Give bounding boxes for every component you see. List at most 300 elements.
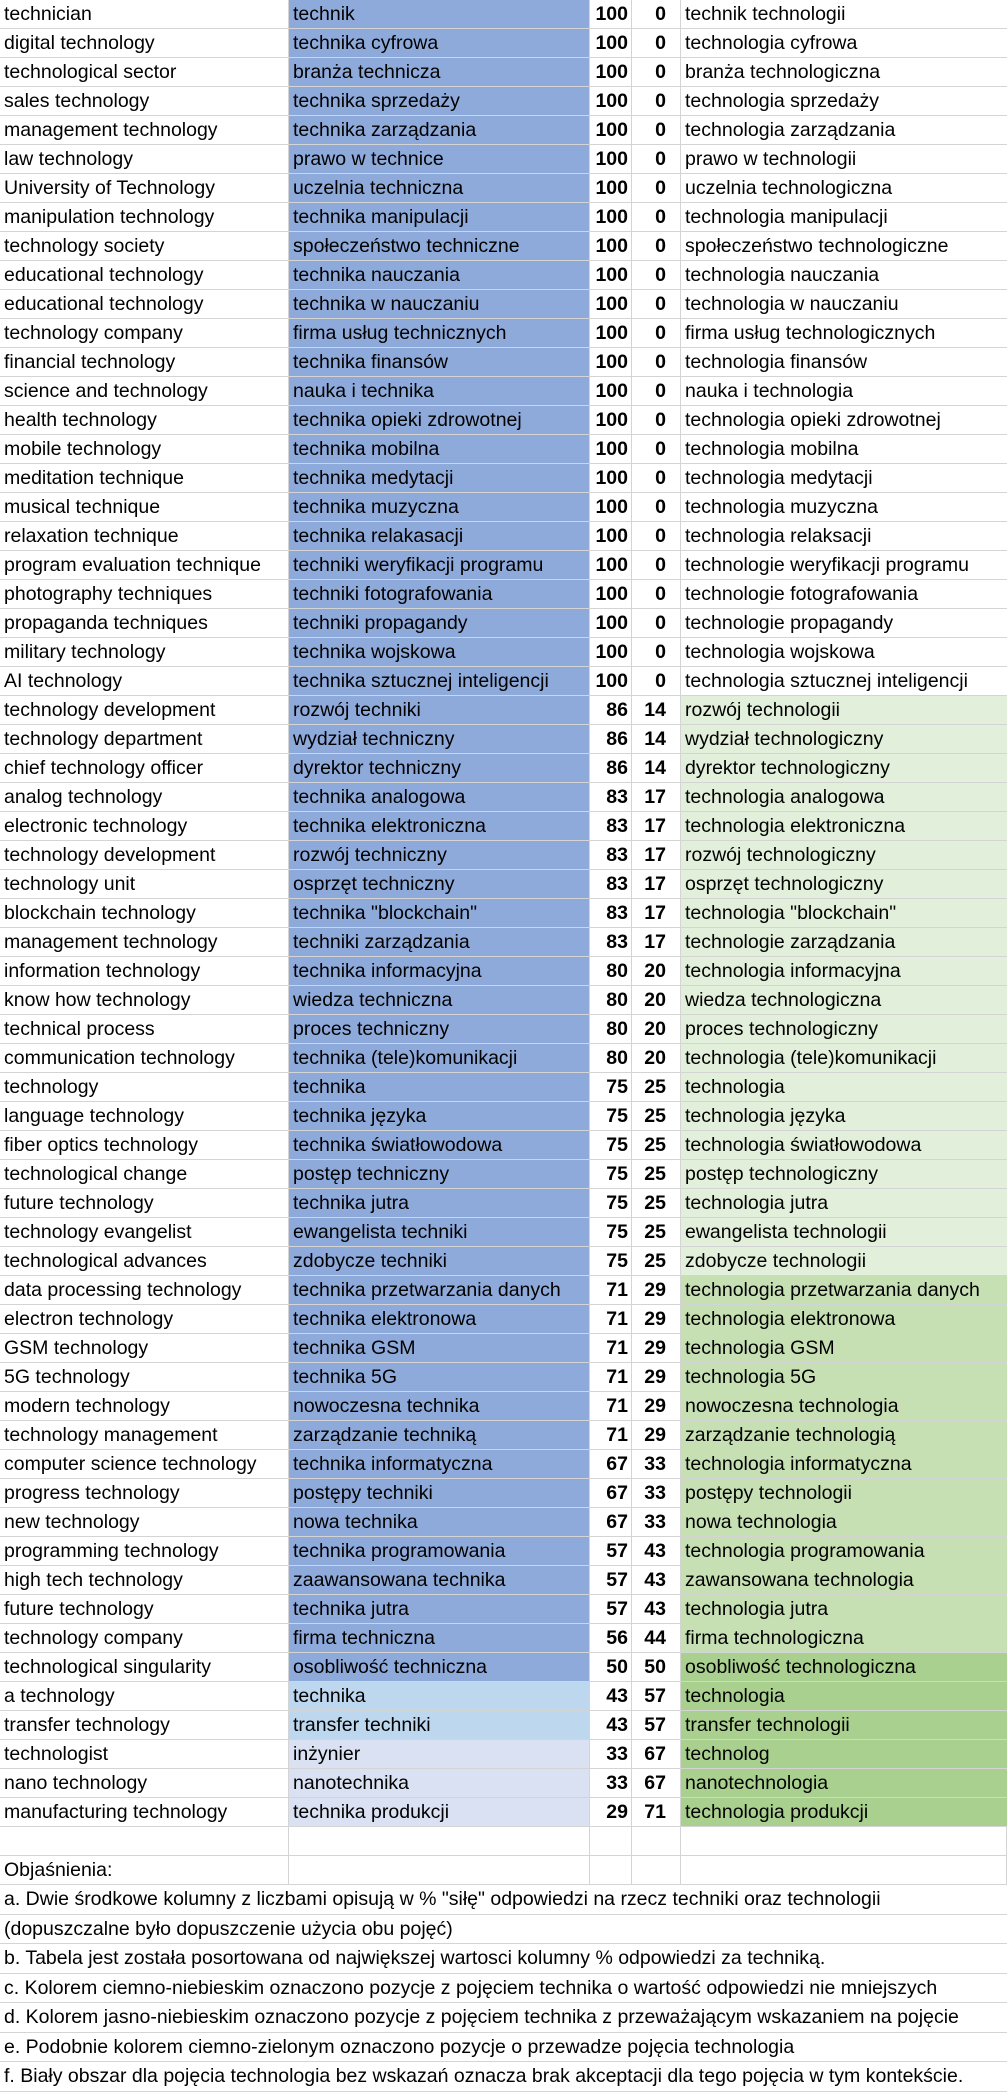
english-term-cell[interactable]: high tech technology: [0, 1566, 289, 1594]
technika-percent-cell[interactable]: 100: [590, 348, 632, 376]
technika-term-cell[interactable]: technika relakasacji: [289, 522, 590, 550]
english-term-cell[interactable]: mobile technology: [0, 435, 289, 463]
technika-percent-cell[interactable]: 100: [590, 232, 632, 260]
english-term-cell[interactable]: transfer technology: [0, 1711, 289, 1739]
technologia-percent-cell[interactable]: 0: [632, 522, 681, 550]
english-term-cell[interactable]: financial technology: [0, 348, 289, 376]
technologia-term-cell[interactable]: uczelnia technologiczna: [685, 177, 893, 199]
technologia-percent-cell[interactable]: 0: [632, 145, 681, 173]
english-term-cell[interactable]: University of Technology: [0, 174, 289, 202]
technologia-term-cell[interactable]: nauka i technologia: [685, 380, 854, 402]
technologia-term-cell[interactable]: technologia programowania: [681, 1537, 1007, 1565]
technologia-percent-cell[interactable]: 0: [632, 435, 681, 463]
technologia-percent-cell[interactable]: 25: [632, 1160, 681, 1188]
technologia-percent-cell[interactable]: 0: [632, 464, 681, 492]
technika-term-cell[interactable]: firma usług technicznych: [289, 319, 590, 347]
technologia-term-cell[interactable]: transfer technologii: [681, 1711, 1007, 1739]
technologia-percent-cell[interactable]: 43: [632, 1537, 681, 1565]
note-b[interactable]: b. Tabela jest została posortowana od największej wartosci kolumny % odpowiedzi za techniką.: [4, 1947, 826, 1969]
technologia-term-cell[interactable]: branża technologiczna: [685, 61, 881, 83]
technika-term-cell[interactable]: technika: [289, 1682, 590, 1710]
technika-term-cell[interactable]: postęp techniczny: [289, 1160, 590, 1188]
technologia-term-cell[interactable]: technologia manipulacji: [685, 206, 888, 228]
english-term-cell[interactable]: a technology: [0, 1682, 289, 1710]
technologia-term-cell[interactable]: zdobycze technologii: [681, 1247, 1007, 1275]
technologia-term-cell[interactable]: technologia: [681, 1073, 1007, 1101]
english-term-cell[interactable]: technology: [0, 1073, 289, 1101]
technologia-term-cell[interactable]: wydział technologiczny: [681, 725, 1007, 753]
technika-percent-cell[interactable]: 67: [590, 1508, 632, 1536]
technika-percent-cell[interactable]: 100: [590, 87, 632, 115]
english-term-cell[interactable]: musical technique: [0, 493, 289, 521]
technika-term-cell[interactable]: techniki propagandy: [289, 609, 590, 637]
technika-term-cell[interactable]: technika sztucznej inteligencji: [289, 667, 590, 695]
technika-percent-cell[interactable]: 71: [590, 1276, 632, 1304]
technika-percent-cell[interactable]: 57: [590, 1537, 632, 1565]
technika-term-cell[interactable]: technika cyfrowa: [289, 29, 590, 57]
technika-percent-cell[interactable]: 80: [590, 1044, 632, 1072]
technika-percent-cell[interactable]: 100: [590, 174, 632, 202]
technika-percent-cell[interactable]: 80: [590, 957, 632, 985]
technika-term-cell[interactable]: dyrektor techniczny: [289, 754, 590, 782]
empty-cell[interactable]: [590, 1827, 632, 1855]
empty-cell[interactable]: [289, 1856, 590, 1884]
technologia-term-cell[interactable]: technologia przetwarzania danych: [681, 1276, 1007, 1304]
technologia-term-cell[interactable]: technologia sprzedaży: [685, 90, 880, 112]
technika-percent-cell[interactable]: 75: [590, 1102, 632, 1130]
empty-cell[interactable]: [632, 1856, 681, 1884]
technika-term-cell[interactable]: technika elektroniczna: [289, 812, 590, 840]
technologia-term-cell[interactable]: technologia informacyjna: [681, 957, 1007, 985]
technika-term-cell[interactable]: technika manipulacji: [289, 203, 590, 231]
technika-percent-cell[interactable]: 100: [590, 406, 632, 434]
technika-term-cell[interactable]: nowa technika: [289, 1508, 590, 1536]
technologia-percent-cell[interactable]: 0: [632, 203, 681, 231]
technika-term-cell[interactable]: transfer techniki: [289, 1711, 590, 1739]
technika-percent-cell[interactable]: 80: [590, 1015, 632, 1043]
technika-percent-cell[interactable]: 100: [590, 609, 632, 637]
english-term-cell[interactable]: language technology: [0, 1102, 289, 1130]
note-c[interactable]: c. Kolorem ciemno-niebieskim oznaczono pozycje z pojęciem technika o wartość odpowiedzi nie mniejszych: [4, 1976, 938, 1999]
technologia-term-cell[interactable]: nanotechnologia: [681, 1769, 1007, 1797]
technologia-percent-cell[interactable]: 20: [632, 1015, 681, 1043]
technika-term-cell[interactable]: wydział techniczny: [289, 725, 590, 753]
technologia-percent-cell[interactable]: 50: [632, 1653, 681, 1681]
technologia-term-cell[interactable]: technik technologii: [685, 3, 846, 25]
english-term-cell[interactable]: progress technology: [0, 1479, 289, 1507]
technologia-percent-cell[interactable]: 25: [632, 1102, 681, 1130]
technologia-term-cell[interactable]: technologia mobilna: [685, 438, 859, 460]
english-term-cell[interactable]: know how technology: [0, 986, 289, 1014]
technika-percent-cell[interactable]: 43: [590, 1682, 632, 1710]
technologia-percent-cell[interactable]: 29: [632, 1392, 681, 1420]
english-term-cell[interactable]: GSM technology: [0, 1334, 289, 1362]
technologia-percent-cell[interactable]: 17: [632, 899, 681, 927]
technologia-term-cell[interactable]: technologia elektroniczna: [681, 812, 1007, 840]
technologia-term-cell[interactable]: technologia nauczania: [685, 264, 880, 286]
technologia-term-cell[interactable]: technologia analogowa: [681, 783, 1007, 811]
technologia-term-cell[interactable]: firma usług technologicznych: [685, 322, 936, 344]
technika-term-cell[interactable]: technika sprzedaży: [289, 87, 590, 115]
technika-term-cell[interactable]: prawo w technice: [289, 145, 590, 173]
technologia-percent-cell[interactable]: 0: [632, 29, 681, 57]
technologia-percent-cell[interactable]: 33: [632, 1508, 681, 1536]
technika-term-cell[interactable]: osobliwość techniczna: [289, 1653, 590, 1681]
english-term-cell[interactable]: propaganda techniques: [0, 609, 289, 637]
technika-percent-cell[interactable]: 100: [590, 29, 632, 57]
technologia-percent-cell[interactable]: 43: [632, 1566, 681, 1594]
technika-term-cell[interactable]: technika informatyczna: [289, 1450, 590, 1478]
english-term-cell[interactable]: technician: [0, 0, 289, 28]
technologia-term-cell[interactable]: osprzęt technologiczny: [681, 870, 1007, 898]
english-term-cell[interactable]: computer science technology: [0, 1450, 289, 1478]
technologia-term-cell[interactable]: technologia muzyczna: [685, 496, 878, 518]
technika-percent-cell[interactable]: 86: [590, 754, 632, 782]
technologia-percent-cell[interactable]: 0: [632, 232, 681, 260]
technologia-term-cell[interactable]: technologia języka: [681, 1102, 1007, 1130]
technika-term-cell[interactable]: nauka i technika: [289, 377, 590, 405]
technologia-percent-cell[interactable]: 14: [632, 725, 681, 753]
english-term-cell[interactable]: technological change: [0, 1160, 289, 1188]
technologia-term-cell[interactable]: rozwój technologiczny: [681, 841, 1007, 869]
technika-percent-cell[interactable]: 67: [590, 1450, 632, 1478]
english-term-cell[interactable]: data processing technology: [0, 1276, 289, 1304]
technika-term-cell[interactable]: rozwój techniki: [289, 696, 590, 724]
technologia-term-cell[interactable]: technologia elektronowa: [681, 1305, 1007, 1333]
technologia-term-cell[interactable]: osobliwość technologiczna: [681, 1653, 1007, 1681]
technologia-percent-cell[interactable]: 29: [632, 1334, 681, 1362]
english-term-cell[interactable]: science and technology: [0, 377, 289, 405]
technika-percent-cell[interactable]: 71: [590, 1392, 632, 1420]
technika-term-cell[interactable]: technika jutra: [289, 1189, 590, 1217]
technika-term-cell[interactable]: technika (tele)komunikacji: [289, 1044, 590, 1072]
technologia-term-cell[interactable]: nowa technologia: [681, 1508, 1007, 1536]
technika-term-cell[interactable]: technika muzyczna: [289, 493, 590, 521]
technika-percent-cell[interactable]: 75: [590, 1189, 632, 1217]
technika-percent-cell[interactable]: 86: [590, 725, 632, 753]
technika-term-cell[interactable]: technika jutra: [289, 1595, 590, 1623]
technika-term-cell[interactable]: technik: [289, 0, 590, 28]
technika-term-cell[interactable]: zarządzanie techniką: [289, 1421, 590, 1449]
english-term-cell[interactable]: future technology: [0, 1595, 289, 1623]
english-term-cell[interactable]: technological singularity: [0, 1653, 289, 1681]
technologia-percent-cell[interactable]: 25: [632, 1131, 681, 1159]
technika-percent-cell[interactable]: 100: [590, 116, 632, 144]
note-a-line1[interactable]: a. Dwie środkowe kolumny z liczbami opisują w % "siłę" odpowiedzi na rzecz techniki oraz technologii: [4, 1888, 881, 1910]
technika-term-cell[interactable]: technika zarządzania: [289, 116, 590, 144]
empty-cell[interactable]: [681, 1856, 1007, 1884]
technologia-percent-cell[interactable]: 25: [632, 1189, 681, 1217]
english-term-cell[interactable]: technology company: [0, 319, 289, 347]
technologia-percent-cell[interactable]: 29: [632, 1276, 681, 1304]
english-term-cell[interactable]: future technology: [0, 1189, 289, 1217]
english-term-cell[interactable]: analog technology: [0, 783, 289, 811]
technika-percent-cell[interactable]: 100: [590, 145, 632, 173]
technologia-percent-cell[interactable]: 0: [632, 261, 681, 289]
technika-percent-cell[interactable]: 33: [590, 1740, 632, 1768]
technika-percent-cell[interactable]: 50: [590, 1653, 632, 1681]
english-term-cell[interactable]: educational technology: [0, 290, 289, 318]
technika-term-cell[interactable]: nanotechnika: [289, 1769, 590, 1797]
technika-term-cell[interactable]: wiedza techniczna: [289, 986, 590, 1014]
english-term-cell[interactable]: nano technology: [0, 1769, 289, 1797]
technika-term-cell[interactable]: technika mobilna: [289, 435, 590, 463]
technika-percent-cell[interactable]: 67: [590, 1479, 632, 1507]
technologia-percent-cell[interactable]: 25: [632, 1073, 681, 1101]
technika-percent-cell[interactable]: 75: [590, 1218, 632, 1246]
english-term-cell[interactable]: meditation technique: [0, 464, 289, 492]
english-term-cell[interactable]: electronic technology: [0, 812, 289, 840]
technika-term-cell[interactable]: technika produkcji: [289, 1798, 590, 1826]
technologia-percent-cell[interactable]: 0: [632, 551, 681, 579]
technika-percent-cell[interactable]: 100: [590, 290, 632, 318]
technika-percent-cell[interactable]: 100: [590, 203, 632, 231]
english-term-cell[interactable]: fiber optics technology: [0, 1131, 289, 1159]
technika-term-cell[interactable]: technika: [289, 1073, 590, 1101]
technologia-term-cell[interactable]: postępy technologii: [681, 1479, 1007, 1507]
technika-percent-cell[interactable]: 83: [590, 899, 632, 927]
technika-percent-cell[interactable]: 100: [590, 580, 632, 608]
technika-term-cell[interactable]: postępy techniki: [289, 1479, 590, 1507]
technika-percent-cell[interactable]: 71: [590, 1305, 632, 1333]
technika-percent-cell[interactable]: 83: [590, 928, 632, 956]
technika-term-cell[interactable]: technika programowania: [289, 1537, 590, 1565]
technologia-term-cell[interactable]: technologia wojskowa: [685, 641, 875, 663]
technologia-term-cell[interactable]: technologia "blockchain": [681, 899, 1007, 927]
technologia-percent-cell[interactable]: 17: [632, 870, 681, 898]
technologia-percent-cell[interactable]: 0: [632, 290, 681, 318]
technologia-percent-cell[interactable]: 71: [632, 1798, 681, 1826]
technologia-percent-cell[interactable]: 29: [632, 1421, 681, 1449]
technologia-percent-cell[interactable]: 17: [632, 812, 681, 840]
technika-term-cell[interactable]: zdobycze techniki: [289, 1247, 590, 1275]
technika-percent-cell[interactable]: 100: [590, 522, 632, 550]
english-term-cell[interactable]: technology unit: [0, 870, 289, 898]
empty-cell[interactable]: [632, 1827, 681, 1855]
technologia-term-cell[interactable]: proces technologiczny: [681, 1015, 1007, 1043]
technika-percent-cell[interactable]: 75: [590, 1131, 632, 1159]
technologia-percent-cell[interactable]: 0: [632, 174, 681, 202]
technika-term-cell[interactable]: technika medytacji: [289, 464, 590, 492]
technologia-percent-cell[interactable]: 29: [632, 1363, 681, 1391]
technologia-term-cell[interactable]: technologia światłowodowa: [681, 1131, 1007, 1159]
english-term-cell[interactable]: digital technology: [0, 29, 289, 57]
technologia-percent-cell[interactable]: 0: [632, 406, 681, 434]
technologia-term-cell[interactable]: technologie propagandy: [685, 612, 894, 634]
english-term-cell[interactable]: electron technology: [0, 1305, 289, 1333]
english-term-cell[interactable]: manipulation technology: [0, 203, 289, 231]
technika-percent-cell[interactable]: 56: [590, 1624, 632, 1652]
technologia-term-cell[interactable]: technolog: [681, 1740, 1007, 1768]
technika-percent-cell[interactable]: 100: [590, 58, 632, 86]
technika-term-cell[interactable]: technika języka: [289, 1102, 590, 1130]
english-term-cell[interactable]: communication technology: [0, 1044, 289, 1072]
technologia-percent-cell[interactable]: 57: [632, 1682, 681, 1710]
technologia-term-cell[interactable]: technologia jutra: [681, 1595, 1007, 1623]
technika-percent-cell[interactable]: 71: [590, 1421, 632, 1449]
english-term-cell[interactable]: relaxation technique: [0, 522, 289, 550]
technika-term-cell[interactable]: technika opieki zdrowotnej: [289, 406, 590, 434]
technologia-percent-cell[interactable]: 14: [632, 696, 681, 724]
technologia-term-cell[interactable]: technologia medytacji: [685, 467, 873, 489]
technologia-percent-cell[interactable]: 33: [632, 1479, 681, 1507]
technika-term-cell[interactable]: proces techniczny: [289, 1015, 590, 1043]
technologia-percent-cell[interactable]: 0: [632, 0, 681, 28]
english-term-cell[interactable]: law technology: [0, 145, 289, 173]
technologia-term-cell[interactable]: rozwój technologii: [681, 696, 1007, 724]
english-term-cell[interactable]: program evaluation technique: [0, 551, 289, 579]
technologia-percent-cell[interactable]: 0: [632, 377, 681, 405]
technologia-percent-cell[interactable]: 0: [632, 348, 681, 376]
technika-percent-cell[interactable]: 100: [590, 319, 632, 347]
technologia-term-cell[interactable]: technologie zarządzania: [681, 928, 1007, 956]
english-term-cell[interactable]: new technology: [0, 1508, 289, 1536]
english-term-cell[interactable]: educational technology: [0, 261, 289, 289]
empty-cell[interactable]: [590, 1856, 632, 1884]
technologia-term-cell[interactable]: technologia produkcji: [681, 1798, 1007, 1826]
technologia-term-cell[interactable]: technologia opieki zdrowotnej: [685, 409, 941, 431]
technologia-percent-cell[interactable]: 33: [632, 1450, 681, 1478]
technika-term-cell[interactable]: technika GSM: [289, 1334, 590, 1362]
technologia-percent-cell[interactable]: 0: [632, 116, 681, 144]
technika-term-cell[interactable]: rozwój techniczny: [289, 841, 590, 869]
technologia-term-cell[interactable]: społeczeństwo technologiczne: [685, 235, 949, 257]
english-term-cell[interactable]: technological advances: [0, 1247, 289, 1275]
empty-cell[interactable]: [0, 1827, 289, 1855]
technologia-term-cell[interactable]: dyrektor technologiczny: [681, 754, 1007, 782]
technologia-percent-cell[interactable]: 0: [632, 87, 681, 115]
technika-percent-cell[interactable]: 100: [590, 261, 632, 289]
technika-term-cell[interactable]: technika światłowodowa: [289, 1131, 590, 1159]
english-term-cell[interactable]: technological sector: [0, 58, 289, 86]
empty-cell[interactable]: [681, 1827, 1007, 1855]
english-term-cell[interactable]: management technology: [0, 116, 289, 144]
technika-percent-cell[interactable]: 33: [590, 1769, 632, 1797]
technika-percent-cell[interactable]: 43: [590, 1711, 632, 1739]
technologia-term-cell[interactable]: wiedza technologiczna: [681, 986, 1007, 1014]
technologia-percent-cell[interactable]: 67: [632, 1769, 681, 1797]
technologia-percent-cell[interactable]: 0: [632, 667, 681, 695]
english-term-cell[interactable]: information technology: [0, 957, 289, 985]
technika-term-cell[interactable]: technika informacyjna: [289, 957, 590, 985]
note-f[interactable]: f. Biały obszar dla pojęcia technologia bez wskazań oznacza brak akceptacji dla tego pojęcia w tym kontekście.: [4, 2065, 964, 2087]
technologia-term-cell[interactable]: technologia informatyczna: [681, 1450, 1007, 1478]
english-term-cell[interactable]: chief technology officer: [0, 754, 289, 782]
technika-term-cell[interactable]: technika analogowa: [289, 783, 590, 811]
english-term-cell[interactable]: technology management: [0, 1421, 289, 1449]
english-term-cell[interactable]: technical process: [0, 1015, 289, 1043]
english-term-cell[interactable]: technologist: [0, 1740, 289, 1768]
technika-percent-cell[interactable]: 75: [590, 1247, 632, 1275]
english-term-cell[interactable]: sales technology: [0, 87, 289, 115]
technika-term-cell[interactable]: ewangelista techniki: [289, 1218, 590, 1246]
technika-term-cell[interactable]: osprzęt techniczny: [289, 870, 590, 898]
technika-term-cell[interactable]: społeczeństwo techniczne: [289, 232, 590, 260]
technologia-percent-cell[interactable]: 0: [632, 319, 681, 347]
technika-term-cell[interactable]: uczelnia techniczna: [289, 174, 590, 202]
technika-percent-cell[interactable]: 100: [590, 551, 632, 579]
technologia-percent-cell[interactable]: 17: [632, 783, 681, 811]
technologia-percent-cell[interactable]: 0: [632, 638, 681, 666]
technologia-percent-cell[interactable]: 43: [632, 1595, 681, 1623]
english-term-cell[interactable]: technology department: [0, 725, 289, 753]
english-term-cell[interactable]: technology development: [0, 696, 289, 724]
technologia-term-cell[interactable]: technologia relaksacji: [685, 525, 872, 547]
technologia-percent-cell[interactable]: 20: [632, 986, 681, 1014]
technika-percent-cell[interactable]: 80: [590, 986, 632, 1014]
technologia-term-cell[interactable]: zarządzanie technologią: [681, 1421, 1007, 1449]
technologia-term-cell[interactable]: technologie weryfikacji programu: [685, 554, 969, 576]
technologia-percent-cell[interactable]: 0: [632, 58, 681, 86]
technika-percent-cell[interactable]: 100: [590, 493, 632, 521]
technika-percent-cell[interactable]: 29: [590, 1798, 632, 1826]
technika-term-cell[interactable]: zaawansowana technika: [289, 1566, 590, 1594]
technika-term-cell[interactable]: nowoczesna technika: [289, 1392, 590, 1420]
english-term-cell[interactable]: programming technology: [0, 1537, 289, 1565]
technologia-term-cell[interactable]: nowoczesna technologia: [681, 1392, 1007, 1420]
technika-term-cell[interactable]: technika "blockchain": [289, 899, 590, 927]
english-term-cell[interactable]: health technology: [0, 406, 289, 434]
technologia-term-cell[interactable]: technologia (tele)komunikacji: [681, 1044, 1007, 1072]
notes-title[interactable]: Objaśnienia:: [0, 1856, 289, 1884]
english-term-cell[interactable]: manufacturing technology: [0, 1798, 289, 1826]
technika-percent-cell[interactable]: 57: [590, 1566, 632, 1594]
technologia-term-cell[interactable]: technologia jutra: [681, 1189, 1007, 1217]
technologia-percent-cell[interactable]: 17: [632, 928, 681, 956]
technika-term-cell[interactable]: branża technicza: [289, 58, 590, 86]
technika-term-cell[interactable]: firma techniczna: [289, 1624, 590, 1652]
technika-term-cell[interactable]: techniki fotografowania: [289, 580, 590, 608]
technologia-term-cell[interactable]: technologie fotografowania: [685, 583, 919, 605]
note-a-line2[interactable]: (dopuszczalne było dopuszczenie użycia obu pojęć): [4, 1917, 453, 1940]
technika-term-cell[interactable]: technika w nauczaniu: [289, 290, 590, 318]
note-d[interactable]: d. Kolorem jasno-niebieskim oznaczono pozycje z pojęciem technika z przeważającym wskazaniem na pojęcie: [4, 2006, 959, 2028]
english-term-cell[interactable]: technology society: [0, 232, 289, 260]
technika-percent-cell[interactable]: 83: [590, 870, 632, 898]
technologia-percent-cell[interactable]: 25: [632, 1247, 681, 1275]
english-term-cell[interactable]: AI technology: [0, 667, 289, 695]
technologia-term-cell[interactable]: technologia sztucznej inteligencji: [685, 670, 968, 692]
technika-percent-cell[interactable]: 100: [590, 638, 632, 666]
english-term-cell[interactable]: 5G technology: [0, 1363, 289, 1391]
technika-percent-cell[interactable]: 75: [590, 1160, 632, 1188]
technika-percent-cell[interactable]: 100: [590, 0, 632, 28]
technologia-term-cell[interactable]: technologia: [681, 1682, 1007, 1710]
technika-percent-cell[interactable]: 100: [590, 377, 632, 405]
technologia-percent-cell[interactable]: 20: [632, 1044, 681, 1072]
technika-percent-cell[interactable]: 86: [590, 696, 632, 724]
technologia-percent-cell[interactable]: 0: [632, 580, 681, 608]
technologia-term-cell[interactable]: firma technologiczna: [681, 1624, 1007, 1652]
note-e[interactable]: e. Podobnie kolorem ciemno-zielonym oznaczono pozycje o przewadze pojęcia technologia: [4, 2035, 795, 2058]
technika-term-cell[interactable]: technika nauczania: [289, 261, 590, 289]
technologia-percent-cell[interactable]: 14: [632, 754, 681, 782]
technika-term-cell[interactable]: technika elektronowa: [289, 1305, 590, 1333]
technologia-percent-cell[interactable]: 20: [632, 957, 681, 985]
technika-term-cell[interactable]: techniki zarządzania: [289, 928, 590, 956]
technologia-percent-cell[interactable]: 57: [632, 1711, 681, 1739]
technika-term-cell[interactable]: techniki weryfikacji programu: [289, 551, 590, 579]
technologia-term-cell[interactable]: technologia zarządzania: [685, 119, 896, 141]
technologia-percent-cell[interactable]: 0: [632, 493, 681, 521]
technologia-term-cell[interactable]: ewangelista technologii: [681, 1218, 1007, 1246]
technologia-term-cell[interactable]: technologia finansów: [685, 351, 868, 373]
english-term-cell[interactable]: technology evangelist: [0, 1218, 289, 1246]
technologia-term-cell[interactable]: technologia cyfrowa: [685, 32, 858, 54]
english-term-cell[interactable]: blockchain technology: [0, 899, 289, 927]
technologia-percent-cell[interactable]: 17: [632, 841, 681, 869]
english-term-cell[interactable]: photography techniques: [0, 580, 289, 608]
